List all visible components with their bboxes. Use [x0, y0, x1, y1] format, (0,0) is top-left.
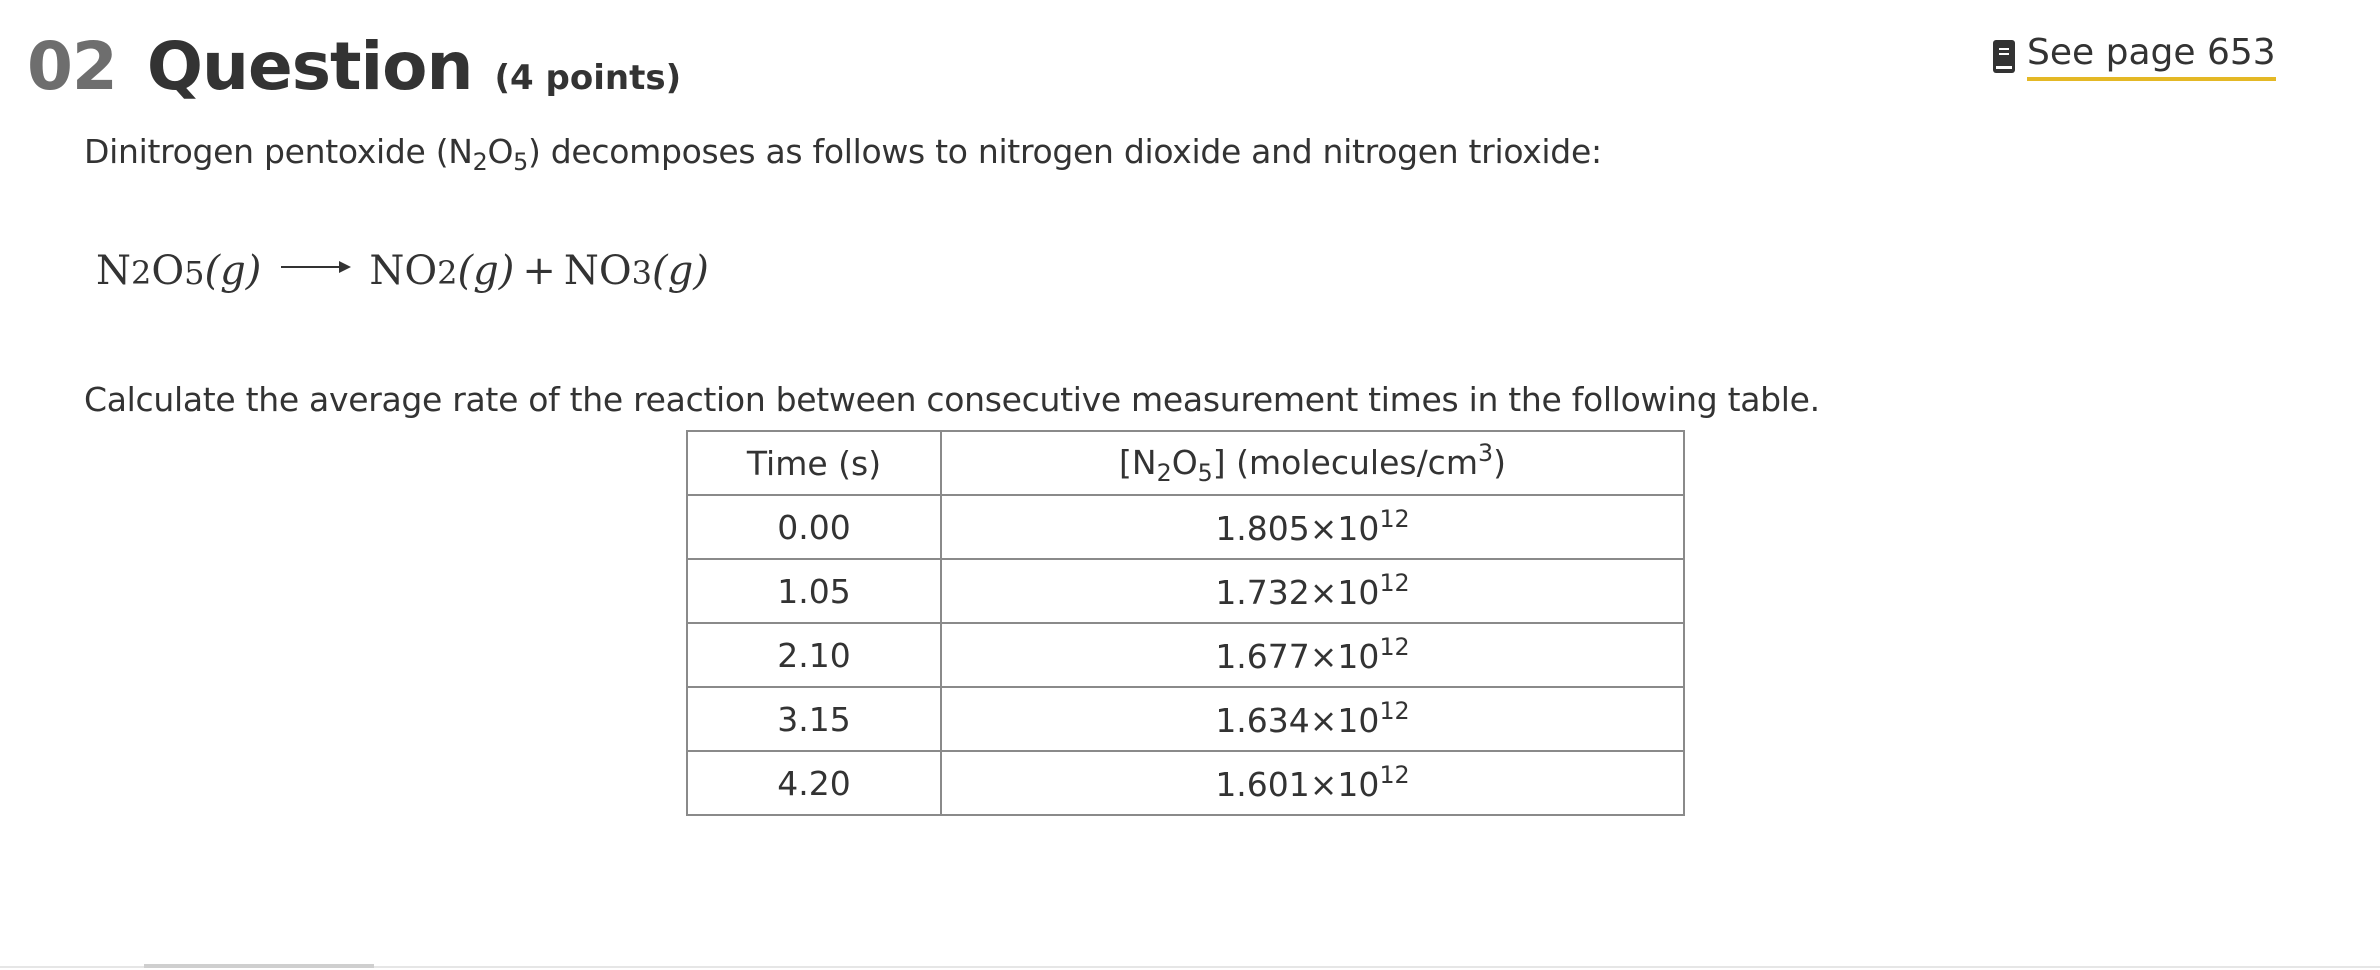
question-number: 02 [27, 28, 117, 105]
conc-header-units: ] (molecules/cm [1212, 442, 1478, 482]
product-1: NO [369, 248, 438, 294]
concentration-exponent: 12 [1379, 761, 1410, 790]
bottom-tab-indicator[interactable] [144, 964, 374, 968]
textbook-reference-link[interactable] [1993, 32, 2276, 81]
concentration-mantissa: 1.805×10 [1215, 509, 1380, 549]
product-2: NO [563, 248, 632, 294]
intro-text-start: Dinitrogen pentoxide (N [84, 132, 473, 171]
conc-header-superscript: 3 [1477, 438, 1494, 467]
concentration-cell [941, 495, 1684, 559]
chemical-equation [96, 244, 709, 294]
concentration-mantissa: 1.634×10 [1215, 701, 1380, 741]
time-cell: 2.10 [687, 623, 941, 687]
product-2-phase: (g) [652, 248, 709, 294]
intro-subscript: 5 [513, 148, 528, 177]
table-row [687, 623, 1684, 687]
concentration-exponent: 12 [1379, 633, 1410, 662]
concentration-cell [941, 623, 1684, 687]
reactant-o: O [151, 248, 185, 294]
time-cell: 1.05 [687, 559, 941, 623]
time-cell: 3.15 [687, 687, 941, 751]
concentration-cell [941, 559, 1684, 623]
conc-header-o: O [1171, 442, 1198, 482]
table-row [687, 495, 1684, 559]
question-instruction: Calculate the average rate of the reaction between consecutive measurement times in the following table. [84, 380, 1820, 419]
question-points: (4 points) [494, 58, 682, 98]
concentration-exponent: 12 [1379, 505, 1410, 534]
concentration-mantissa: 1.677×10 [1215, 637, 1380, 677]
concentration-column-header [941, 431, 1684, 495]
conc-header-subscript: 5 [1197, 459, 1213, 488]
reaction-arrow-icon [281, 244, 353, 284]
intro-text-end: ) decomposes as follows to nitrogen dioxide and nitrogen trioxide: [527, 132, 1602, 171]
concentration-mantissa: 1.732×10 [1215, 573, 1380, 613]
intro-subscript: 2 [472, 148, 488, 177]
concentration-exponent: 12 [1379, 697, 1410, 726]
conc-header-suffix: ) [1493, 442, 1506, 482]
time-cell: 0.00 [687, 495, 941, 559]
reactant-n: N [96, 248, 131, 294]
question-header [27, 28, 681, 105]
plus-sign: + [522, 248, 556, 294]
conc-header-subscript: 2 [1156, 459, 1172, 488]
book-icon [1993, 40, 2015, 73]
concentration-exponent: 12 [1379, 569, 1410, 598]
intro-text-o: O [487, 132, 514, 171]
conc-header-prefix: [N [1119, 442, 1157, 482]
concentration-mantissa: 1.601×10 [1215, 765, 1380, 805]
time-column-header: Time (s) [687, 431, 941, 495]
product-1-phase: (g) [457, 248, 515, 294]
reactant-subscript: 2 [131, 254, 152, 292]
table-row [687, 687, 1684, 751]
reactant-subscript: 5 [184, 254, 205, 292]
concentration-cell [941, 751, 1684, 815]
table-row [687, 751, 1684, 815]
concentration-table [686, 430, 1685, 816]
product-2-subscript: 3 [631, 254, 652, 292]
table-row [687, 559, 1684, 623]
reactant-phase: (g) [204, 248, 262, 294]
question-intro [84, 132, 1602, 176]
product-1-subscript: 2 [437, 254, 458, 292]
concentration-cell [941, 687, 1684, 751]
question-title: Question [146, 28, 473, 105]
time-cell: 4.20 [687, 751, 941, 815]
table-header-row [687, 431, 1684, 495]
see-page-label[interactable]: See page 653 [2027, 32, 2276, 81]
